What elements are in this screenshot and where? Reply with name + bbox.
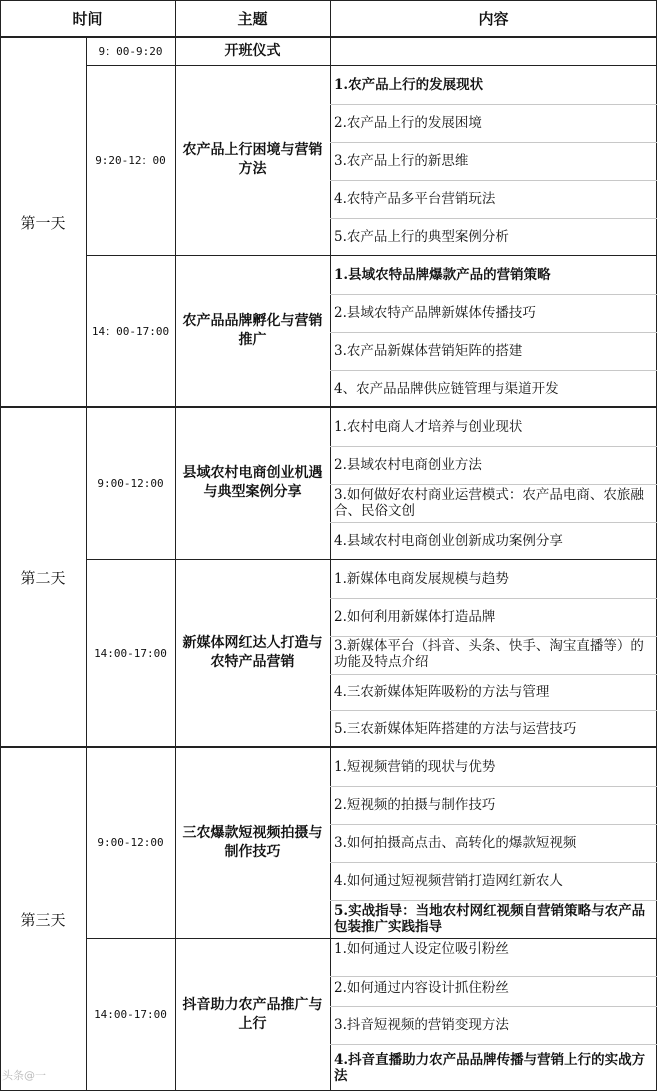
content-item: 4.如何通过短视频营销打造网红新农人 bbox=[334, 873, 563, 889]
session-topic: 抖音助力农产品推广与上行 bbox=[182, 996, 323, 1032]
content-item: 3.抖音短视频的营销变现方法 bbox=[334, 1017, 509, 1033]
table-border bbox=[86, 37, 87, 1091]
session-time: 9:20-12：00 bbox=[95, 154, 166, 167]
row-divider bbox=[330, 370, 657, 371]
row-divider bbox=[330, 218, 657, 219]
ceremony-time: 9：00-9:20 bbox=[98, 45, 163, 58]
row-divider bbox=[330, 484, 657, 485]
content-item: 3.农产品新媒体营销矩阵的搭建 bbox=[334, 343, 523, 359]
row-divider bbox=[330, 522, 657, 523]
content-item: 3.新媒体平台（抖音、头条、快手、淘宝直播等）的功能及特点介绍 bbox=[334, 638, 644, 670]
table-border bbox=[86, 255, 657, 256]
header-time: 时间 bbox=[72, 10, 103, 28]
row-divider bbox=[330, 824, 657, 825]
row-divider bbox=[330, 674, 657, 675]
session-topic: 县域农村电商创业机遇与典型案例分享 bbox=[182, 465, 323, 500]
table-border bbox=[86, 65, 657, 66]
row-divider bbox=[330, 1006, 657, 1007]
day-label: 第一天 bbox=[20, 213, 66, 232]
row-divider bbox=[330, 862, 657, 863]
content-item: 2.如何利用新媒体打造品牌 bbox=[334, 609, 496, 625]
row-divider bbox=[330, 446, 657, 447]
content-item: 2.如何通过内容设计抓住粉丝 bbox=[334, 980, 509, 996]
session-time: 14：00-17:00 bbox=[91, 325, 170, 338]
session-topic: 农产品品牌孵化与营销推广 bbox=[182, 313, 323, 348]
row-divider bbox=[330, 598, 657, 599]
row-divider bbox=[330, 180, 657, 181]
row-divider bbox=[330, 104, 657, 105]
session-time: 9:00-12:00 bbox=[97, 476, 164, 490]
content-item: 1.新媒体电商发展规模与趋势 bbox=[334, 571, 509, 587]
content-item: 1.如何通过人设定位吸引粉丝 bbox=[334, 941, 509, 957]
content-item: 3.农产品上行的新思维 bbox=[334, 153, 469, 169]
content-item: 4.农特产品多平台营销玩法 bbox=[334, 191, 496, 207]
content-item: 3.如何拍摄高点击、高转化的爆款短视频 bbox=[334, 835, 577, 851]
watermark: 头条@一 bbox=[2, 1069, 46, 1082]
content-item: 2.短视频的拍摄与制作技巧 bbox=[334, 797, 496, 813]
header-topic: 主题 bbox=[237, 10, 268, 28]
row-divider bbox=[330, 332, 657, 333]
content-item: 1.短视频营销的现状与优势 bbox=[334, 759, 496, 775]
table-border bbox=[0, 406, 657, 408]
session-topic: 三农爆款短视频拍摄与制作技巧 bbox=[182, 824, 323, 860]
session-time: 9:00-12:00 bbox=[97, 836, 164, 849]
table-border bbox=[0, 36, 657, 38]
content-item: 1.县域农特品牌爆款产品的营销策略 bbox=[334, 267, 551, 283]
table-border bbox=[86, 559, 657, 560]
row-divider bbox=[330, 142, 657, 143]
row-divider bbox=[330, 294, 657, 295]
content-item: 4.抖音直播助力农产品品牌传播与营销上行的实战方法 bbox=[334, 1052, 646, 1084]
row-divider bbox=[330, 710, 657, 711]
row-divider bbox=[330, 1044, 657, 1045]
header-content: 内容 bbox=[478, 10, 509, 28]
content-item: 2.县域农特产品牌新媒体传播技巧 bbox=[334, 305, 536, 321]
table-border bbox=[0, 746, 657, 748]
content-item: 5.实战指导：当地农村网红视频自营销策略与农产品包装推广实践指导 bbox=[334, 903, 646, 935]
day-label: 第二天 bbox=[20, 568, 66, 587]
table-border bbox=[330, 0, 331, 1091]
table-border bbox=[175, 0, 176, 1091]
content-item: 4.县域农村电商创业创新成功案例分享 bbox=[334, 532, 563, 549]
content-item: 5.农产品上行的典型案例分析 bbox=[334, 228, 509, 245]
session-time: 14:00-17:00 bbox=[94, 646, 167, 660]
table-border bbox=[0, 0, 1, 1091]
row-divider bbox=[330, 786, 657, 787]
session-topic: 新媒体网红达人打造与农特产品营销 bbox=[182, 635, 323, 670]
content-item: 3.如何做好农村商业运营模式：农产品电商、农旅融合、民俗文创 bbox=[334, 487, 644, 519]
content-item: 4.三农新媒体矩阵吸粉的方法与管理 bbox=[334, 684, 550, 700]
ceremony-topic: 开班仪式 bbox=[224, 42, 281, 59]
content-item: 5.三农新媒体矩阵搭建的方法与运营技巧 bbox=[334, 720, 577, 737]
row-divider bbox=[330, 976, 657, 977]
day-label: 第三天 bbox=[20, 910, 66, 929]
session-time: 14:00-17:00 bbox=[94, 1008, 167, 1021]
content-item: 1.农产品上行的发展现状 bbox=[334, 77, 484, 93]
session-topic: 农产品上行困境与营销方法 bbox=[182, 142, 323, 177]
row-divider bbox=[330, 636, 657, 637]
table-border bbox=[86, 938, 657, 939]
content-item: 2.县域农村电商创业方法 bbox=[334, 457, 482, 473]
content-item: 2.农产品上行的发展困境 bbox=[334, 115, 482, 131]
content-item: 4、农产品品牌供应链管理与渠道开发 bbox=[334, 380, 559, 397]
row-divider bbox=[330, 900, 657, 901]
table-border bbox=[0, 0, 657, 1]
content-item: 1.农村电商人才培养与创业现状 bbox=[334, 419, 523, 435]
